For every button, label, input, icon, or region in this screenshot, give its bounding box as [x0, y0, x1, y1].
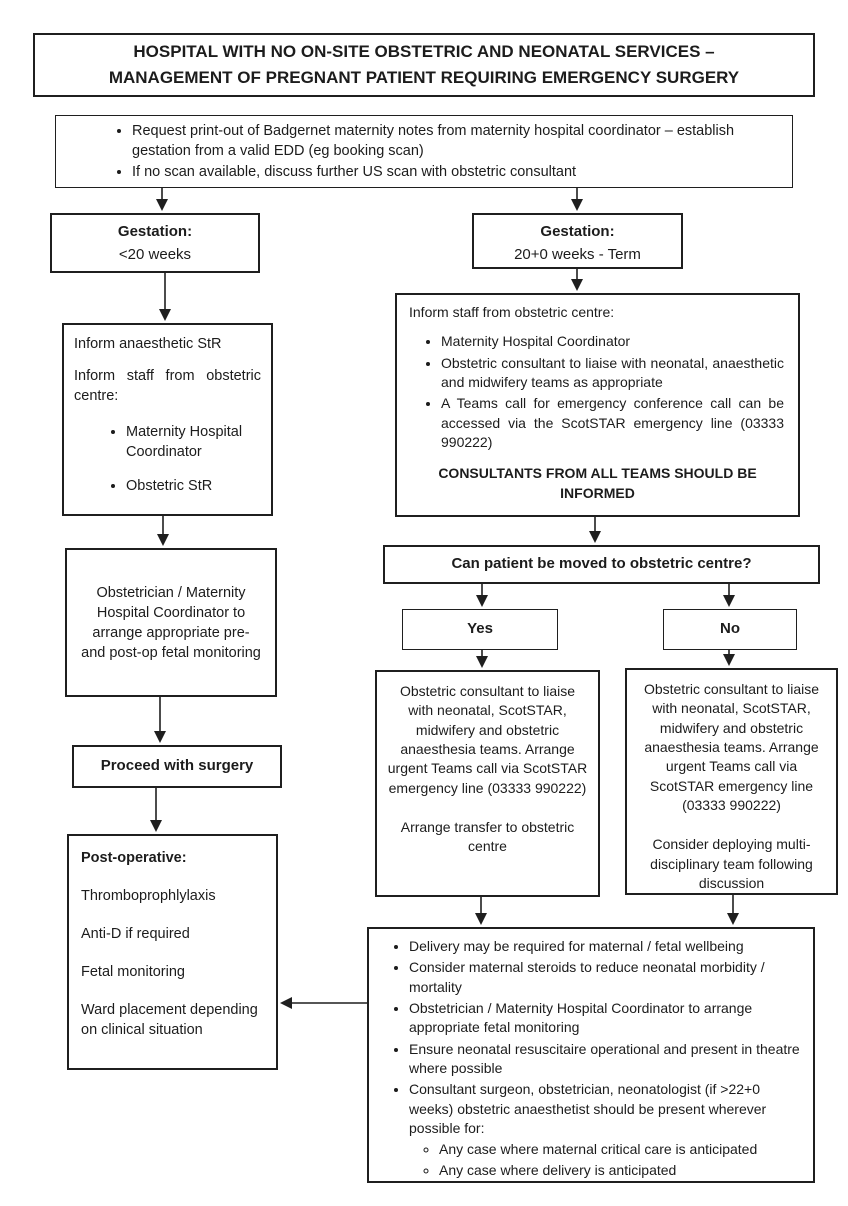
decision-question: Can patient be moved to obstetric centre?: [451, 555, 752, 573]
inform-line-2: Inform staff from obstetric centre:: [74, 368, 261, 404]
intro-box: [55, 115, 793, 188]
bottom-bullet: [409, 1080, 807, 1181]
title-line-2: MANAGEMENT OF PREGNANT PATIENT REQUIRING EMERGENCY SURGERY: [108, 68, 740, 87]
intro-bullet: • If no scan available, discuss further US scan with obstetric consultant: [132, 162, 792, 182]
postop-item: Fetal monitoring: [81, 964, 185, 980]
inform-right-bullet: • Maternity Hospital Coordinator: [441, 332, 786, 351]
inform-left-bullet: • Maternity Hospital Coordinator: [126, 422, 261, 462]
inform-right-bullet: • A Teams call for emergency conference call can be accessed via the ScotSTAR emergency line (03333 990222): [441, 394, 786, 452]
postop-item: Anti-D if required: [81, 926, 190, 942]
inform-anaesthetic-box: [62, 323, 273, 516]
postop-item: Thromboprophlylaxis: [81, 888, 216, 904]
consultants-informed-note: CONSULTANTS FROM ALL TEAMS SHOULD BE INFORMED: [438, 465, 757, 501]
bottom-bullet: • Obstetrician / Maternity Hospital Coordinator to arrange appropriate fetal monitoring: [409, 999, 807, 1038]
gestation-20-plus-box: [472, 213, 683, 269]
gestation-label: Gestation:: [117, 223, 193, 240]
proceed-surgery-label: Proceed with surgery: [100, 757, 254, 775]
title-line-1: HOSPITAL WITH NO ON-SITE OBSTETRIC AND NEONATAL SERVICES –: [133, 41, 715, 61]
delivery-considerations-box: [367, 927, 815, 1183]
intro-bullet: • Request print-out of Badgernet maternity notes from maternity hospital coordinator – establish gestation from a valid EDD (eg booking scan): [132, 121, 792, 161]
fetal-monitoring-box: [65, 548, 277, 697]
inform-left-bullet-list: [74, 422, 261, 496]
no-branch-para-2: Consider deploying multi-disciplinary team following discussion: [650, 836, 813, 891]
fetal-monitoring-text: Obstetrician / Maternity Hospital Coordinator to arrange appropriate pre- and post-op fetal monitoring: [81, 584, 261, 661]
yes-branch-para-1: Obstetric consultant to liaise with neonatal, ScotSTAR, midwifery and obstetric anaesthesia teams. Arrange urgent Teams call via ScotSTAR emergency line (03333 990222): [387, 683, 588, 796]
title-box: [33, 33, 815, 97]
inform-right-heading: Inform staff from obstetric centre:: [409, 304, 615, 320]
bottom-bullet-text: Consultant surgeon, obstetrician, neonatologist (if >22+0 weeks) obstetric anaesthetist should be present wherever possible for:: [409, 1081, 767, 1136]
inform-obstetric-centre-box: [395, 293, 800, 517]
no-branch-para-1: Obstetric consultant to liaise with neonatal, ScotSTAR, midwifery and obstetric anaesthesia teams. Arrange urgent Teams call via ScotSTAR emergency line (03333 990222): [643, 681, 820, 813]
bottom-bullet: • Ensure neonatal resuscitaire operational and present in theatre where possible: [409, 1040, 807, 1079]
intro-bullet-list: [56, 120, 792, 183]
inform-line-1: Inform anaesthetic StR: [74, 336, 222, 352]
inform-left-bullet: • Obstetric StR: [126, 476, 261, 496]
yes-branch-para-2: Arrange transfer to obstetric centre: [400, 818, 575, 855]
bottom-bullet: • Consider maternal steroids to reduce neonatal morbidity / mortality: [409, 958, 807, 997]
gestation-label: Gestation:: [540, 223, 615, 240]
post-operative-box: [67, 834, 278, 1070]
no-box: [663, 609, 797, 650]
gestation-value: <20 weeks: [118, 245, 192, 263]
bottom-bullet-list: [375, 937, 807, 1181]
yes-branch-box: [375, 670, 600, 897]
postop-item: Ward placement depending on clinical situation: [81, 1002, 258, 1038]
yes-box: [402, 609, 558, 650]
bottom-sub-bullet: ◦ Any case where delivery is anticipated: [439, 1161, 803, 1180]
proceed-surgery-box: [72, 745, 282, 788]
bottom-bullet: • Delivery may be required for maternal / fetal wellbeing: [409, 937, 807, 956]
postop-heading: Post-operative:: [81, 850, 187, 866]
no-label: No: [720, 620, 740, 638]
bottom-sub-bullet-list: [409, 1140, 803, 1181]
yes-label: Yes: [467, 620, 493, 638]
decision-move-patient-box: [383, 545, 820, 584]
gestation-under-20-box: [50, 213, 260, 273]
gestation-value: 20+0 weeks - Term: [514, 245, 641, 263]
inform-right-bullet-list: [409, 332, 786, 452]
no-branch-box: [625, 668, 838, 895]
inform-right-bullet: • Obstetric consultant to liaise with neonatal, anaesthetic and midwifery teams as appropriate: [441, 354, 786, 393]
bottom-sub-bullet: ◦ Any case where maternal critical care is anticipated: [439, 1140, 803, 1159]
